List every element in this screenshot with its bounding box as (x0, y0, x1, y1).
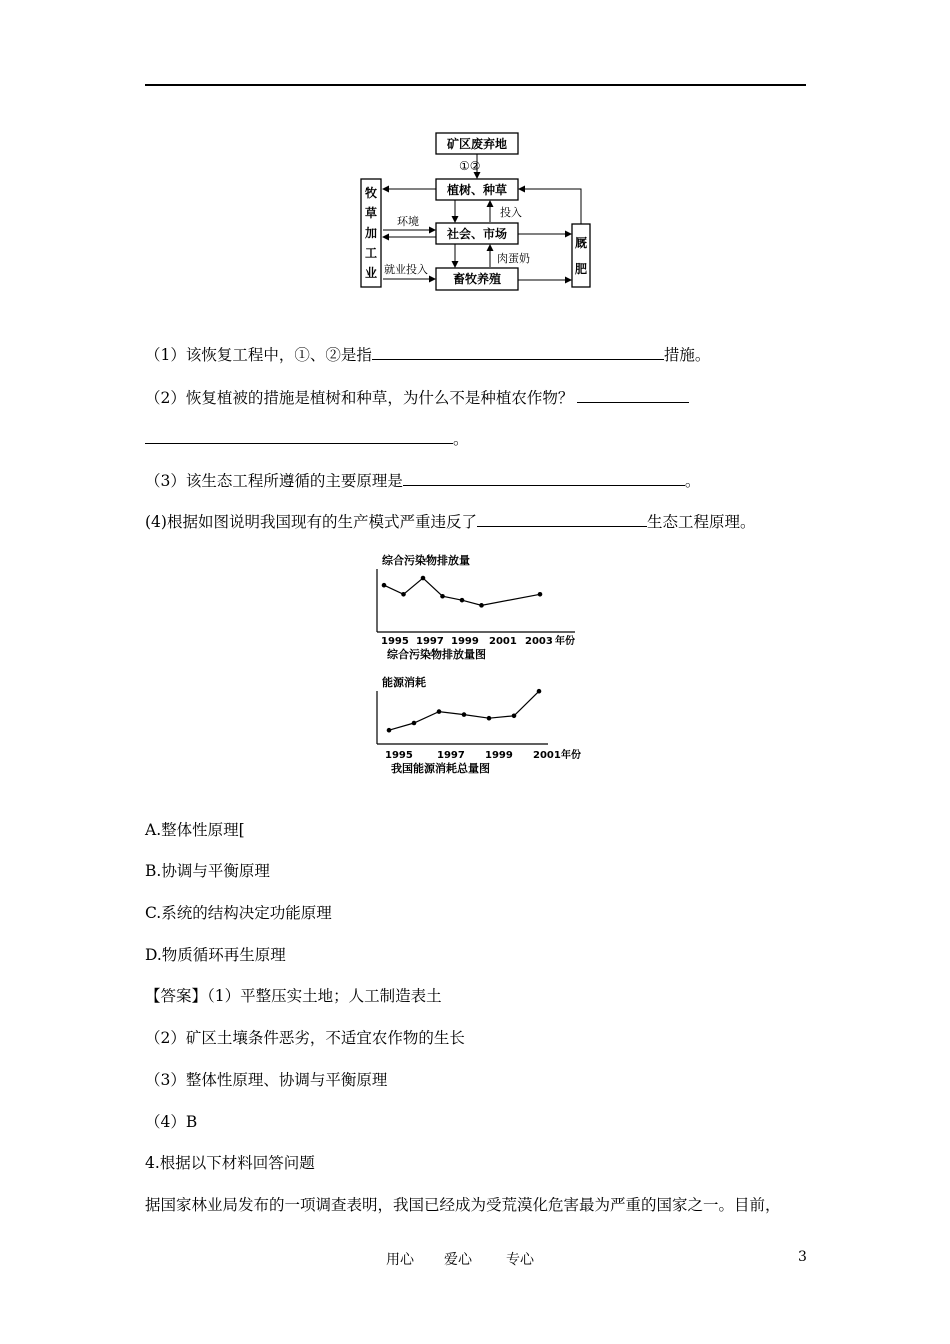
chart2-line (389, 691, 539, 730)
chart2-title: 我国能源消耗总量图 (391, 762, 490, 775)
answer-2: （2）矿区土壤条件恶劣，不适宜农作物的生长 (145, 1029, 465, 1047)
box-mine-wasteland: 矿区废弃地 (446, 137, 508, 151)
q4-text: (4)根据如图说明我国现有的生产模式严重违反了 (145, 513, 477, 531)
chart1-point (382, 583, 387, 588)
chart2-xtick-2: 1997 (437, 750, 465, 761)
q3-blank[interactable] (403, 469, 685, 486)
chart2-xtick-3: 1999 (485, 750, 513, 761)
q2-text: （2）恢复植被的措施是植树和种草，为什么不是种植农作物？ (145, 389, 574, 407)
label-meat-egg-milk: 肉蛋奶 (497, 252, 530, 265)
box-livestock: 畜牧养殖 (452, 272, 502, 286)
chart1-ylabel: 综合污染物排放量 (382, 554, 470, 567)
q4-blank[interactable] (477, 510, 647, 527)
answer-4: （4）B (145, 1113, 198, 1131)
q3-suffix: 。 (684, 472, 701, 490)
chart2-xtick-4: 2001 (533, 750, 561, 761)
chart2-xunit: 年份 (561, 750, 581, 761)
question-2 (145, 386, 689, 408)
circle-labels: ①② (459, 159, 481, 173)
left-char-1: 牧 (364, 186, 378, 200)
chart1-title: 综合污染物排放量图 (387, 648, 486, 661)
flow-diagram (355, 128, 605, 293)
chart1-xtick-5: 2003 (525, 636, 553, 647)
q3-text: （3）该生态工程所遵循的主要原理是 (145, 472, 403, 490)
answer-1: 【答案】（1）平整压实土地；人工制造表土 (145, 987, 442, 1005)
left-char-2: 草 (364, 206, 378, 220)
option-d: D.物质循环再生原理 (145, 946, 286, 964)
option-b: B.协调与平衡原理 (145, 862, 270, 880)
chart2-xtick-1: 1995 (385, 750, 413, 761)
q1-text: （1）该恢复工程中，①、②是指 (145, 346, 372, 364)
chart2-point (537, 689, 542, 694)
chart1-point (440, 594, 445, 599)
chart-energy (365, 672, 605, 787)
question-1 (145, 343, 710, 365)
question-4 (145, 510, 755, 532)
page-number: 3 (798, 1249, 807, 1265)
chart1-point (460, 598, 465, 603)
left-char-5: 业 (364, 266, 378, 280)
chart1-xunit: 年份 (555, 636, 575, 647)
footer-right: 专心 (506, 1252, 534, 1268)
chart1-xtick-1: 1995 (381, 636, 409, 647)
question-2-cont (145, 427, 469, 449)
chart1-point (538, 592, 543, 597)
chart2-point (462, 712, 467, 717)
option-a: A.整体性原理[ (145, 821, 245, 839)
q2-end: 。 (453, 430, 469, 448)
q2-blank-b[interactable] (145, 427, 453, 444)
q2-blank-a[interactable] (577, 386, 689, 403)
chart1-xtick-4: 2001 (489, 636, 517, 647)
box-society: 社会、市场 (446, 227, 508, 241)
chart2-point (437, 709, 442, 714)
chart1-point (421, 576, 426, 581)
header-rule (145, 84, 806, 86)
section-4-text: 据国家林业局发布的一项调查表明，我国已经成为受荒漠化危害最为严重的国家之一。目前， (145, 1196, 781, 1214)
chart-pollution (365, 550, 605, 665)
label-invest: 投入 (500, 206, 522, 219)
q1-blank[interactable] (372, 343, 664, 360)
left-char-3: 加 (364, 226, 378, 240)
chart1-xtick-3: 1999 (451, 636, 479, 647)
section-4-heading: 4.根据以下材料回答问题 (145, 1154, 315, 1172)
q1-suffix: 措施。 (663, 346, 711, 364)
chart2-point (512, 714, 517, 719)
chart1-xtick-2: 1997 (416, 636, 444, 647)
chart2-point (412, 721, 417, 726)
box-plant: 植树、种草 (446, 183, 508, 197)
left-char-4: 工 (364, 246, 378, 260)
q4-suffix: 生态工程原理。 (646, 513, 756, 531)
chart2-point (387, 728, 392, 733)
question-3 (145, 469, 700, 491)
right-char-1: 厩 (574, 236, 588, 250)
footer-left: 用心 (386, 1252, 414, 1268)
right-char-2: 肥 (574, 262, 588, 276)
option-c: C.系统的结构决定功能原理 (145, 904, 332, 922)
label-environment: 环境 (397, 215, 419, 228)
chart2-ylabel: 能源消耗 (382, 676, 426, 689)
chart1-point (479, 603, 484, 608)
footer-mid: 爱心 (444, 1252, 472, 1268)
label-employment: 就业投入 (384, 263, 428, 276)
chart1-point (401, 592, 406, 597)
chart2-point (487, 716, 492, 721)
answer-3: （3）整体性原理、协调与平衡原理 (145, 1071, 388, 1089)
